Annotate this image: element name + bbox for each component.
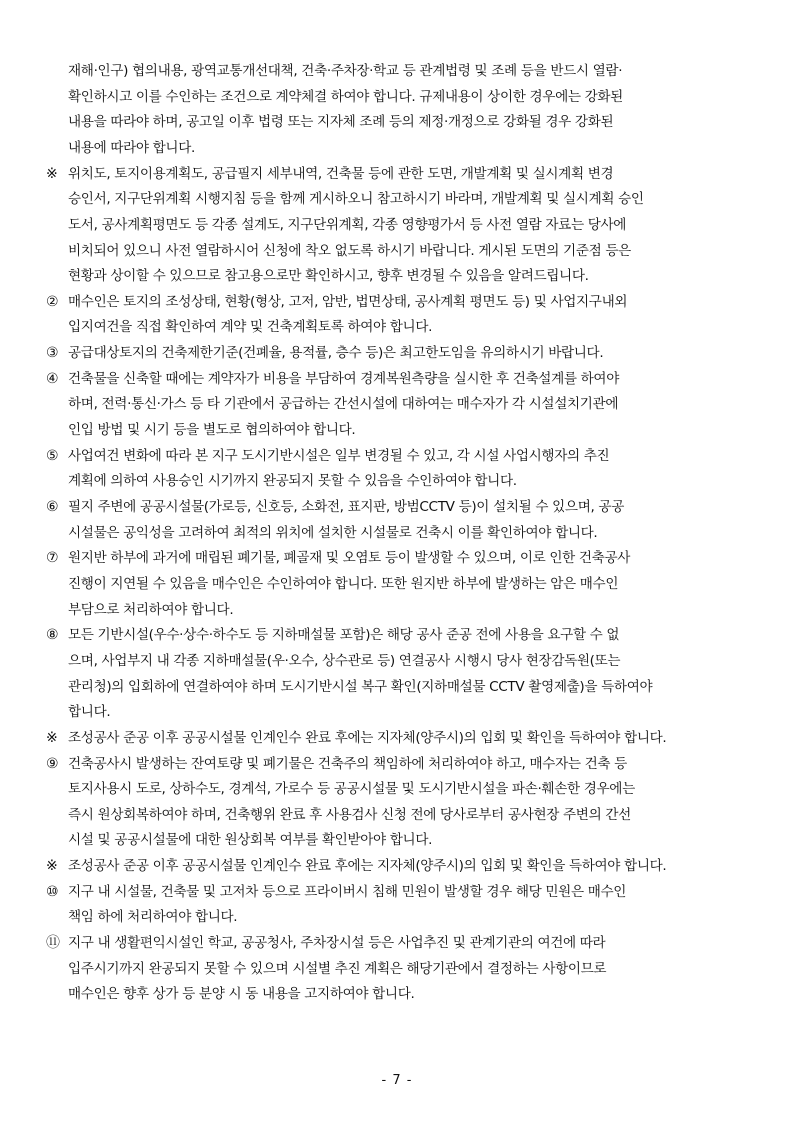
text-line: 매수인은 토지의 조성상태, 현황(형상, 고저, 암반, 법면상태, 공사계획 평면도 등) 및 사업지구내외 (68, 293, 628, 310)
marker-text: ⑦ (46, 550, 59, 567)
text-line: 인입 방법 및 시기 등을 별도로 협의하여야 합니다. (68, 422, 356, 439)
paragraph (46, 729, 746, 755)
text-line: 원지반 하부에 과거에 매립된 폐기물, 폐골재 및 오염토 등이 발생할 수 있으며, 이로 인한 건축공사 (68, 550, 631, 567)
text-line: 으며, 사업부지 내 각종 지하매설물(우·오수, 상수관로 등) 연결공사 시행시 당사 현장감독원(또는 (68, 652, 621, 669)
text-line: 도서, 공사계획평면도 등 각종 설계도, 지구단위계획, 각종 영향평가서 등 사전 열람 자료는 당사에 (68, 216, 627, 233)
text-line: 지구 내 시설물, 건축물 및 고저차 등으로 프라이버시 침해 민원이 발생할 경우 해당 민원은 매수인 (68, 883, 627, 900)
paragraph (46, 293, 746, 344)
text-line: 위치도, 토지이용계획도, 공급필지 세부내역, 건축물 등에 관한 도면, 개발계획 및 실시계획 변경 (68, 165, 614, 182)
marker-text: ⑤ (46, 447, 59, 464)
marker-text: ⑪ (46, 935, 60, 952)
text-line: 즉시 원상회복하여야 하며, 건축행위 완료 후 사용검사 신청 전에 당사로부터 공사현장 주변의 간선 (68, 806, 631, 823)
text-line: 내용을 따라야 하며, 공고일 이후 법령 또는 지자체 조례 등의 제정·개정으로 강화될 경우 강화된 (68, 114, 614, 131)
text-line: 입지여건을 직접 확인하여 계약 및 건축계획토록 하여야 합니다. (68, 319, 433, 336)
paragraph (46, 165, 746, 293)
text-line: 건축물을 신축할 때에는 계약자가 비용을 부담하여 경계복원측량을 실시한 후 건축설계를 하여야 (68, 370, 619, 387)
paragraph (46, 62, 746, 165)
paragraph (46, 498, 746, 549)
text-line: 입주시기까지 완공되지 못할 수 있으며 시설별 추진 계획은 해당기관에서 결정하는 사항이므로 (68, 960, 607, 977)
paragraph (46, 344, 746, 370)
text-line: 공급대상토지의 건축제한기준(건폐율, 용적률, 층수 등)은 최고한도임을 유의하시기 바랍니다. (68, 345, 604, 362)
text-line: 합니다. (68, 704, 111, 721)
text-line: 하며, 전력·통신·가스 등 타 기관에서 공급하는 간선시설에 대하여는 매수자가 각 시설설치기관에 (68, 396, 619, 413)
text-line: 책임 하에 처리하여야 합니다. (68, 909, 238, 926)
text-line: 모든 기반시설(우수·상수·하수도 등 지하매설물 포함)은 해당 공사 준공 전에 사용을 요구할 수 없 (68, 627, 620, 644)
text-line: 필지 주변에 공공시설물(가로등, 신호등, 소화전, 표지판, 방범CCTV 등)이 설치될 수 있으며, 공공 (68, 499, 624, 516)
paragraph (46, 857, 746, 883)
text-line: 승인서, 지구단위계획 시행지침 등을 함께 게시하오니 참고하시기 바라며, 개발계획 및 실시계획 승인 (68, 191, 644, 208)
text-line: 조성공사 준공 이후 공공시설물 인계인수 완료 후에는 지자체(양주시)의 입회 및 확인을 득하여야 합니다. (68, 729, 667, 746)
marker-text: ③ (46, 345, 59, 362)
paragraph (46, 370, 746, 447)
text-line: 건축공사시 발생하는 잔여토량 및 폐기물은 건축주의 책임하에 처리하여야 하고, 매수자는 건축 등 (68, 755, 627, 772)
text-line: 확인하시고 이를 수인하는 조건으로 계약체결 하여야 합니다. 규제내용이 상이한 경우에는 강화된 (68, 88, 623, 105)
paragraph (46, 934, 746, 1011)
marker-text: ※ (46, 858, 58, 875)
marker-text: ⑨ (46, 755, 59, 772)
text-line: 내용에 따라야 합니다. (68, 139, 195, 156)
marker-text: ⑧ (46, 627, 59, 644)
marker-text: ⑥ (46, 499, 59, 516)
text-line: 사업여건 변화에 따라 본 지구 도시기반시설은 일부 변경될 수 있고, 각 시설 사업시행자의 추진 (68, 447, 610, 464)
text-line: 조성공사 준공 이후 공공시설물 인계인수 완료 후에는 지자체(양주시)의 입회 및 확인을 득하여야 합니다. (68, 858, 667, 875)
paragraph (46, 626, 746, 729)
text-line: 비치되어 있으니 사전 열람하시어 신청에 착오 없도록 하시기 바랍니다. 게시된 도면의 기준점 등은 (68, 242, 631, 259)
paragraph (46, 755, 746, 858)
text-line: 현황과 상이할 수 있으므로 참고용으로만 확인하시고, 향후 변경될 수 있음을 알려드립니다. (68, 268, 589, 285)
text-line: 매수인은 향후 상가 등 분양 시 동 내용을 고지하여야 합니다. (68, 986, 415, 1003)
text-line: 지구 내 생활편익시설인 학교, 공공청사, 주차장시설 등은 사업추진 및 관계기관의 여건에 따라 (68, 935, 606, 952)
text-line: 시설 및 공공시설물에 대한 원상회복 여부를 확인받아야 합니다. (68, 832, 433, 849)
marker-text: ※ (46, 729, 58, 746)
marker-text: ⑩ (46, 883, 59, 900)
text-line: 재해·인구) 협의내용, 광역교통개선대책, 건축·주차장·학교 등 관계법령 및 조례 등을 반드시 열람· (68, 63, 623, 79)
paragraph (46, 883, 746, 934)
marker-text: ② (46, 293, 59, 310)
marker-text: ※ (46, 165, 58, 182)
text-line: 계획에 의하여 사용승인 시기까지 완공되지 못할 수 있음을 수인하여야 합니다. (68, 473, 517, 490)
text-line: 부담으로 처리하여야 합니다. (68, 601, 234, 618)
paragraph (46, 549, 746, 626)
text-line: 시설물은 공익성을 고려하여 최적의 위치에 설치한 시설물로 건축시 이를 확인하여야 합니다. (68, 524, 598, 541)
text-line: 진행이 지연될 수 있음을 매수인은 수인하여야 합니다. 또한 원지반 하부에 발생하는 암은 매수인 (68, 575, 619, 592)
page-number: - 7 - (381, 1073, 413, 1088)
text-line: 관리청)의 입회하에 연결하여야 하며 도시기반시설 복구 확인(지하매설물 CCTV 촬영제출)을 득하여야 (68, 678, 653, 695)
text-line: 토지사용시 도로, 상하수도, 경계석, 가로수 등 공공시설물 및 도시기반시설을 파손·훼손한 경우에는 (68, 781, 635, 798)
paragraph (46, 447, 746, 498)
marker-text: ④ (46, 370, 59, 387)
